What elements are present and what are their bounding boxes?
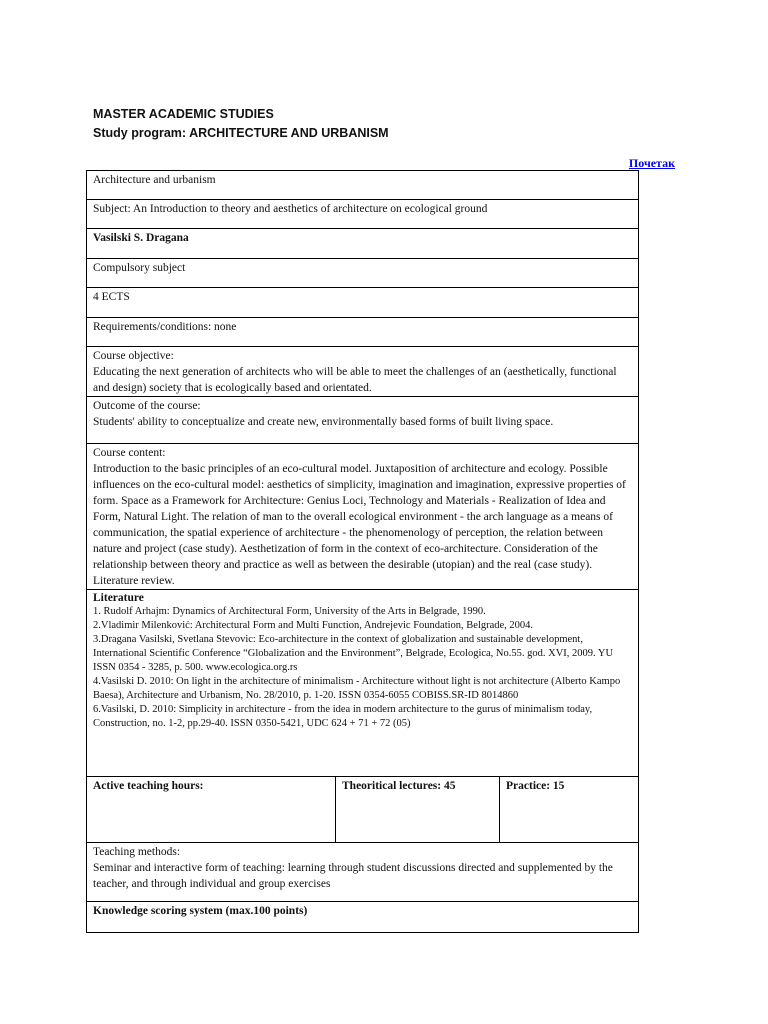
status-row (87, 259, 639, 288)
requirements-text: Requirements/conditions: none (93, 321, 237, 333)
methods-text: Seminar and interactive form of teaching: learning through student discussions directed and supplemented by the teacher, and through individual and group exercises (93, 862, 613, 890)
outcome-row (87, 397, 639, 444)
literature-item: 4.Vasilski D. 2010: On light in the architecture of minimalism - Architecture without light is not architecture (Alberto Kampo Baesa), Architecture and Urbanism, No. 28/2010, p. 1-20. ISSN 0354-6055 COBISS.SR-ID 8014860 (93, 676, 621, 701)
program-name: Architecture and urbanism (93, 174, 216, 186)
objective-text: Educating the next generation of architects who will be able to meet the challenges of an (aesthetically, functional and design) society that is ecologically based and orientated. (93, 366, 617, 394)
methods-label: Teaching methods: (93, 846, 181, 858)
outcome-label: Outcome of the course: (93, 400, 201, 412)
teacher-name: Vasilski S. Dragana (93, 232, 189, 244)
active-hours-cell (87, 777, 336, 843)
requirements-cell (87, 318, 639, 347)
subject-cell (87, 200, 639, 229)
literature-cell (87, 590, 639, 777)
literature-item: 6.Vasilski, D. 2010: Simplicity in architecture - from the idea in modern architecture to the gurus of minimalism today, Construction, no. 1-2, pp.29-40. ISSN 0350-5421, UDC 624 + 71 + 72 (05) (93, 704, 593, 729)
program-row (87, 171, 639, 200)
subject-title: Subject: An Introduction to theory and aesthetics of architecture on ecological ground (93, 203, 488, 215)
literature-label: Literature (93, 592, 144, 604)
methods-row (87, 843, 639, 902)
subject-status: Compulsory subject (93, 262, 186, 274)
practice-label: Practice: 15 (506, 780, 565, 792)
methods-cell (87, 843, 639, 902)
outcome-text: Students' ability to conceptualize and create new, environmentally based forms of built living space. (93, 416, 554, 428)
teacher-cell (87, 229, 639, 259)
scoring-label: Knowledge scoring system (max.100 points) (93, 905, 308, 917)
objective-cell (87, 347, 639, 397)
status-cell (87, 259, 639, 288)
lectures-label: Theoritical lectures: 45 (342, 780, 456, 792)
syllabus-table (86, 170, 639, 933)
scoring-cell (87, 902, 639, 933)
back-to-top-link[interactable]: Почетак (628, 156, 675, 170)
active-hours-label: Active teaching hours: (93, 780, 204, 792)
study-program-heading: Study program: ARCHITECTURE AND URBANISM (93, 126, 389, 140)
objective-label: Course objective: (93, 350, 174, 362)
objective-row (87, 347, 639, 397)
ects-row (87, 288, 639, 318)
content-text: Introduction to the basic principles of an eco-cultural model. Juxtaposition of architecture and ecology. Possible influences on the eco-cultural model: aesthetics of simplicity, imagination and imagination, expressive properties of form. Space as a Framework for Architecture: Genius Loci, Technology and Materials - Realization of Idea and Form, Natural Light. The relation of man to the overall ecological environment - the arch language as a means of communication, the spatial experience of architecture - the phenomenology of perception, the relation between nature and project (case study). Aesthetization of form in the context of eco-architecture. Consideration of the relationship between theory and practice as well as between the desirable (utopian) and the real (case study). Literature review. (93, 463, 626, 587)
subject-row (87, 200, 639, 229)
ects-value: 4 ECTS (93, 291, 130, 303)
content-row (87, 444, 639, 590)
program-cell (87, 171, 639, 200)
content-label: Course content: (93, 447, 166, 459)
literature-row (87, 590, 639, 777)
literature-item: 2.Vladimir Milenković: Architectural Form and Multi Function, Andrejevic Foundation, Belgrade, 2004. (93, 620, 534, 631)
scoring-row (87, 902, 639, 933)
content-cell (87, 444, 639, 590)
literature-item: 1. Rudolf Arhajm: Dynamics of Architectural Form, University of the Arts in Belgrade, 1990. (93, 606, 486, 617)
literature-item: 3.Dragana Vasilski, Svetlana Stevovic: Eco-architecture in the context of globalization and sustainable development, International Scientific Conference “Globalization and the Environment”, Belgrade, Ecologica, No.55. god. XVI, 2009. YU ISSN 0354 - 3285, p. 500. www.ecologica.org.rs (93, 634, 614, 673)
outcome-cell (87, 397, 639, 444)
requirements-row (87, 318, 639, 347)
teacher-row (87, 229, 639, 259)
hours-row (87, 777, 639, 843)
practice-cell (500, 777, 639, 843)
lectures-cell (336, 777, 500, 843)
study-level-heading: MASTER ACADEMIC STUDIES (93, 107, 274, 121)
ects-cell (87, 288, 639, 318)
